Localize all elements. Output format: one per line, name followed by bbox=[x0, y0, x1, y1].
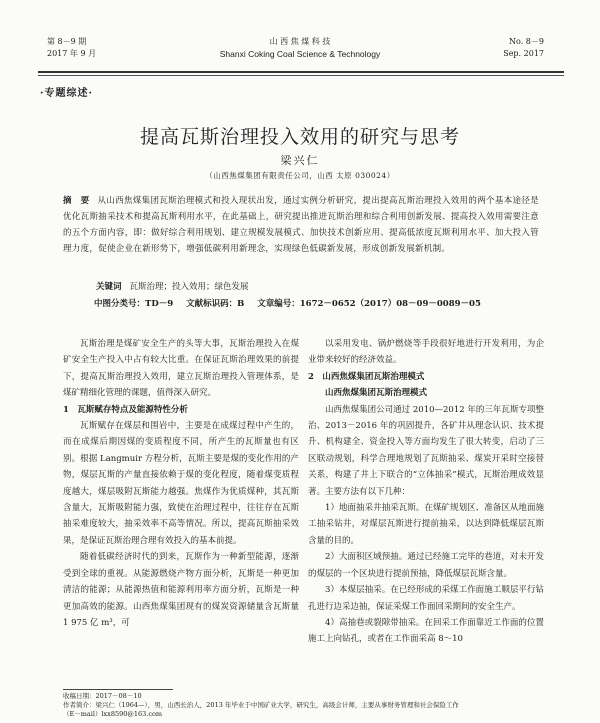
body-paragraph: 以采用发电、锅炉燃烧等手段很好地进行开发利用，为企业带来较好的经济效益。 bbox=[308, 339, 544, 366]
paper-title: 提高瓦斯治理投入效用的研究与思考 bbox=[139, 126, 460, 148]
author: 梁兴仁 bbox=[280, 154, 320, 167]
abstract-text: 从山西焦煤集团瓦斯治理模式和投入现状出发，通过实例分析研究，提出提高瓦斯治理投入效用的两个基本途径是优化瓦斯抽采技术和提高瓦斯利用水平，在此基础上，研究提出推进瓦斯治理和综合利用创新发展、提高投入效用需要注意的五个方面内容，即：做好综合利用规划、建立规模发展模式、加快技术创新应用、提高低浓度瓦斯利用水平、加大投入管理力度，促使企业在新形势下，增强低碳利用新理念，实现绿色低碳新发展，形成创新发展新机制。 bbox=[63, 196, 539, 254]
column-tag: ·专题综述· bbox=[40, 88, 93, 99]
body-column-left bbox=[63, 336, 299, 631]
footnote-received: 收稿日期：2017－08－10 bbox=[63, 692, 142, 700]
footnote-email: （E－mail）lxx8590@163.com bbox=[63, 710, 163, 718]
footnote-bio: 作者简介：梁兴仁（1964—），男，山西长治人，2013 年毕业于中国矿业大学，研究生，高级会计师，主要从事财务管理和社会保险工作 bbox=[63, 701, 459, 709]
list-item: 3）本煤层抽采。在已经形成的采煤工作面施工顺层平行钻孔进行边采边抽，保证采煤工作面回采期间的安全生产。 bbox=[308, 585, 544, 612]
section-heading: 2 山西焦煤集团瓦斯治理模式 bbox=[308, 371, 425, 382]
clc-code: 中图分类号：TD－9 bbox=[94, 299, 174, 309]
footnote bbox=[63, 692, 543, 719]
doc-code: 文献标识码：B bbox=[186, 299, 245, 309]
body-column-right bbox=[308, 336, 544, 648]
keywords-label: 关键词 bbox=[96, 282, 122, 292]
article-number: 文章编号：1672－0652（2017）08－09－0089－05 bbox=[257, 299, 481, 309]
body-paragraph: 山西焦煤集团公司通过 2010—2012 年的三年瓦斯专项整治、2013－2016 年的巩固提升，各矿井从理念认识、技术提升、机构建全、资金投入等方面均发生了很大转变，启动了三区联动规划，科学合理地规划了瓦斯抽采、煤炭开采时空接替关系，构建了井上下联合的“立体抽采”模式，瓦斯治理成效显著。主要方法有以下几种： bbox=[308, 404, 544, 497]
keywords bbox=[96, 280, 249, 294]
affiliation: （山西焦煤集团有限责任公司，山西 太原 030024） bbox=[205, 171, 395, 180]
header-rule-thick bbox=[38, 71, 564, 73]
list-item: 2）大面积区域预抽。通过已经施工完毕的巷道，对未开发的煤层的一个区块进行提前预抽，降低煤层瓦斯含量。 bbox=[308, 552, 544, 579]
date-right: Sep. 2017 bbox=[503, 49, 544, 58]
section-heading: 1 瓦斯赋存特点及能源特性分析 bbox=[63, 404, 188, 415]
body-paragraph: 瓦斯治理是煤矿安全生产的头等大事，瓦斯治理投入在煤矿安全生产投入中占有较大比重。在保证瓦斯治理效果的前提下，提高瓦斯治理投入效用，建立瓦斯治理投入管理体系，是煤矿精细化管理的课题，值得深入研究。 bbox=[63, 339, 299, 399]
subsection-heading: 山西焦煤集团瓦斯治理模式 bbox=[325, 388, 428, 399]
list-item: 4）高抽巷或裂隙带抽采。在回采工作面靠近工作面的位置施工上向钻孔，或者在工作面采高 8～10 bbox=[308, 617, 544, 645]
issue-left: 第 8－9 期 bbox=[47, 37, 87, 46]
keywords-text: 瓦斯治理；投入效用；绿色发展 bbox=[129, 282, 249, 292]
list-item: 1）地面抽采井抽采瓦斯。在煤矿规划区、准备区从地面施工抽采钻井，对煤层瓦斯进行提前抽采，以达到降低煤层瓦斯含量的目的。 bbox=[308, 503, 544, 546]
body-paragraph: 瓦斯赋存在煤层和围岩中，主要是在成煤过程中产生的，而在成煤后期因煤的变质程度不同，所产生的瓦斯量也有区别。根据 Langmuir 方程分析，瓦斯主要是煤的变化作用的产物，煤层瓦斯的产量直接依赖于煤的变化程度，随着煤变质程度越大，煤层吸附瓦斯能力越强。焦煤作为优质煤种，其瓦斯含量大，瓦斯吸附能力强，致使在治理过程中，往往存在瓦斯抽采难度较大，抽采效率不高等情况。所以，提高瓦斯抽采效果，是保证瓦斯治理合理有效投入的基本前提。 bbox=[63, 421, 299, 546]
header-right bbox=[503, 36, 544, 60]
issue-right: No. 8－9 bbox=[509, 37, 544, 46]
header-rule-thin bbox=[38, 75, 564, 76]
footnote-rule bbox=[63, 689, 173, 690]
abstract-label: 摘 要 bbox=[63, 196, 90, 206]
journal-header bbox=[0, 36, 600, 70]
journal-name-cn: 山 西 焦 煤 科 技 bbox=[269, 37, 331, 46]
abstract bbox=[63, 193, 539, 257]
classification-codes bbox=[94, 297, 491, 311]
body-paragraph: 随着低碳经济时代的到来，瓦斯作为一种新型能源，逐渐受到全球的重视。从能源燃烧产物方面分析，瓦斯是一种更加清洁的能源；从能源热值和能源利用率方面分析，瓦斯是一种更加高效的能源。山西焦煤集团现有的煤炭资源储量含瓦斯量 1 975 亿 m³，可 bbox=[63, 552, 299, 628]
journal-name-en: Shanxi Coking Coal Science & Technology bbox=[219, 49, 381, 59]
date-left: 2017 年 9 月 bbox=[47, 49, 97, 58]
